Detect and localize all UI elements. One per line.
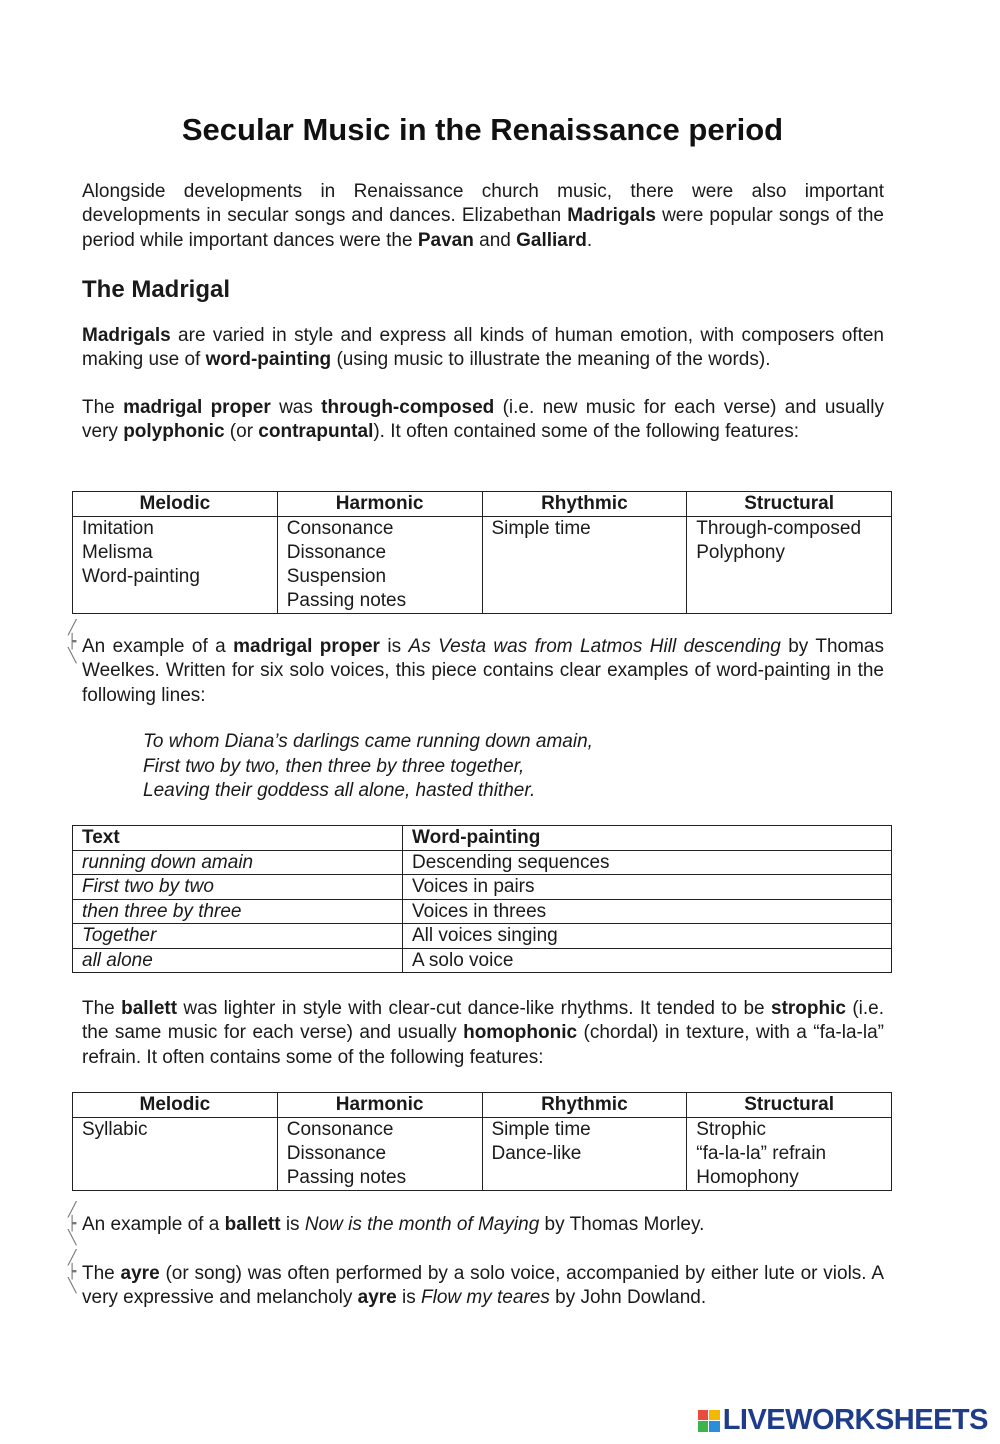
table-header-row bbox=[73, 492, 892, 517]
lyric-line: To whom Diana’s darlings came running down amain, bbox=[143, 731, 593, 752]
table-row: then three by three Voices in threes bbox=[73, 899, 892, 924]
ballett-features-table bbox=[72, 1092, 892, 1191]
page-title: Secular Music in the Renaissance period bbox=[181, 112, 784, 147]
intro-paragraph: Alongside developments in Renaissance church music, there were also important developments in secular songs and dances. Elizabethan Madrigals were popular songs of the period while important dances were the Pavan and Galliard. bbox=[82, 181, 885, 251]
madrigal-features-table bbox=[72, 491, 892, 614]
table-row bbox=[73, 517, 892, 614]
rhythmic-cell: Simple time Dance-like bbox=[482, 1118, 687, 1191]
header-structural: Structural bbox=[687, 1093, 892, 1118]
header-text: Text bbox=[73, 826, 403, 851]
lyric-line: First two by two, then three by three together, bbox=[143, 755, 525, 777]
melodic-cell: Imitation Melisma Word-painting bbox=[73, 517, 278, 614]
madrigal-heading: The Madrigal bbox=[82, 276, 231, 303]
madrigal-proper-paragraph: The madrigal proper was through-composed (i.e. new music for each verse) and usually very polyphonic (or contrapuntal). It often contained some of the following features: bbox=[82, 397, 884, 443]
header-word-painting: Word-painting bbox=[403, 826, 892, 851]
logo-text: LIVEWORKSHEETS bbox=[722, 1404, 988, 1436]
rhythmic-cell: Simple time bbox=[482, 517, 687, 614]
vesta-paragraph: An example of a madrigal proper is As Vesta was from Latmos Hill descending by Thomas Weelkes. Written for six solo voices, this piece contains clear examples of word-painting in the following lines: bbox=[82, 636, 884, 706]
header-rhythmic: Rhythmic bbox=[482, 492, 687, 517]
header-rhythmic: Rhythmic bbox=[482, 1093, 687, 1118]
table-row: Together All voices singing bbox=[73, 924, 892, 949]
harmonic-cell: Consonance Dissonance Suspension Passing notes bbox=[277, 517, 482, 614]
table-row bbox=[73, 1118, 892, 1191]
marker-icon: ╱ ┝ ╲ bbox=[68, 1201, 77, 1245]
structural-cell: Strophic “fa-la-la” refrain Homophony bbox=[687, 1118, 892, 1191]
word-painting-table bbox=[72, 825, 892, 973]
ayre-paragraph: The ayre (or song) was often performed by a solo voice, accompanied by either lute or viols. A very expressive and melancholy ayre is Flow my teares by John Dowland. bbox=[82, 1263, 884, 1309]
lyric-line: Leaving their goddess all alone, hasted thither. bbox=[143, 780, 536, 801]
table-row: all alone A solo voice bbox=[73, 948, 892, 973]
marker-icon: ╱ ┝ ╲ bbox=[68, 1249, 77, 1293]
lyrics-block bbox=[143, 730, 593, 804]
table-header-row bbox=[73, 826, 892, 851]
harmonic-cell: Consonance Dissonance Passing notes bbox=[277, 1118, 482, 1191]
table-row: First two by two Voices in pairs bbox=[73, 875, 892, 900]
header-harmonic: Harmonic bbox=[277, 1093, 482, 1118]
header-structural: Structural bbox=[687, 492, 892, 517]
header-melodic: Melodic bbox=[73, 1093, 278, 1118]
ballett-paragraph: The ballett was lighter in style with clear-cut dance-like rhythms. It tended to be strophic (i.e. the same music for each verse) and usually homophonic (chordal) in texture, with a “fa-la-la” refrain. It often contains some of the following features: bbox=[82, 998, 884, 1068]
table-header-row bbox=[73, 1093, 892, 1118]
marker-icon: ╱ ┝ ╲ bbox=[68, 619, 77, 663]
table-row: running down amain Descending sequences bbox=[73, 850, 892, 875]
ballett-example-paragraph: An example of a ballett is Now is the month of Maying by Thomas Morley. bbox=[82, 1214, 705, 1235]
madrigal-paragraph: Madrigals are varied in style and express all kinds of human emotion, with composers often making use of word-painting (using music to illustrate the meaning of the words). bbox=[82, 325, 884, 371]
header-melodic: Melodic bbox=[73, 492, 278, 517]
structural-cell: Through-composed Polyphony bbox=[687, 517, 892, 614]
logo-icon bbox=[698, 1410, 720, 1432]
melodic-cell: Syllabic bbox=[73, 1118, 278, 1191]
header-harmonic: Harmonic bbox=[277, 492, 482, 517]
liveworksheets-logo[interactable] bbox=[698, 1404, 988, 1437]
